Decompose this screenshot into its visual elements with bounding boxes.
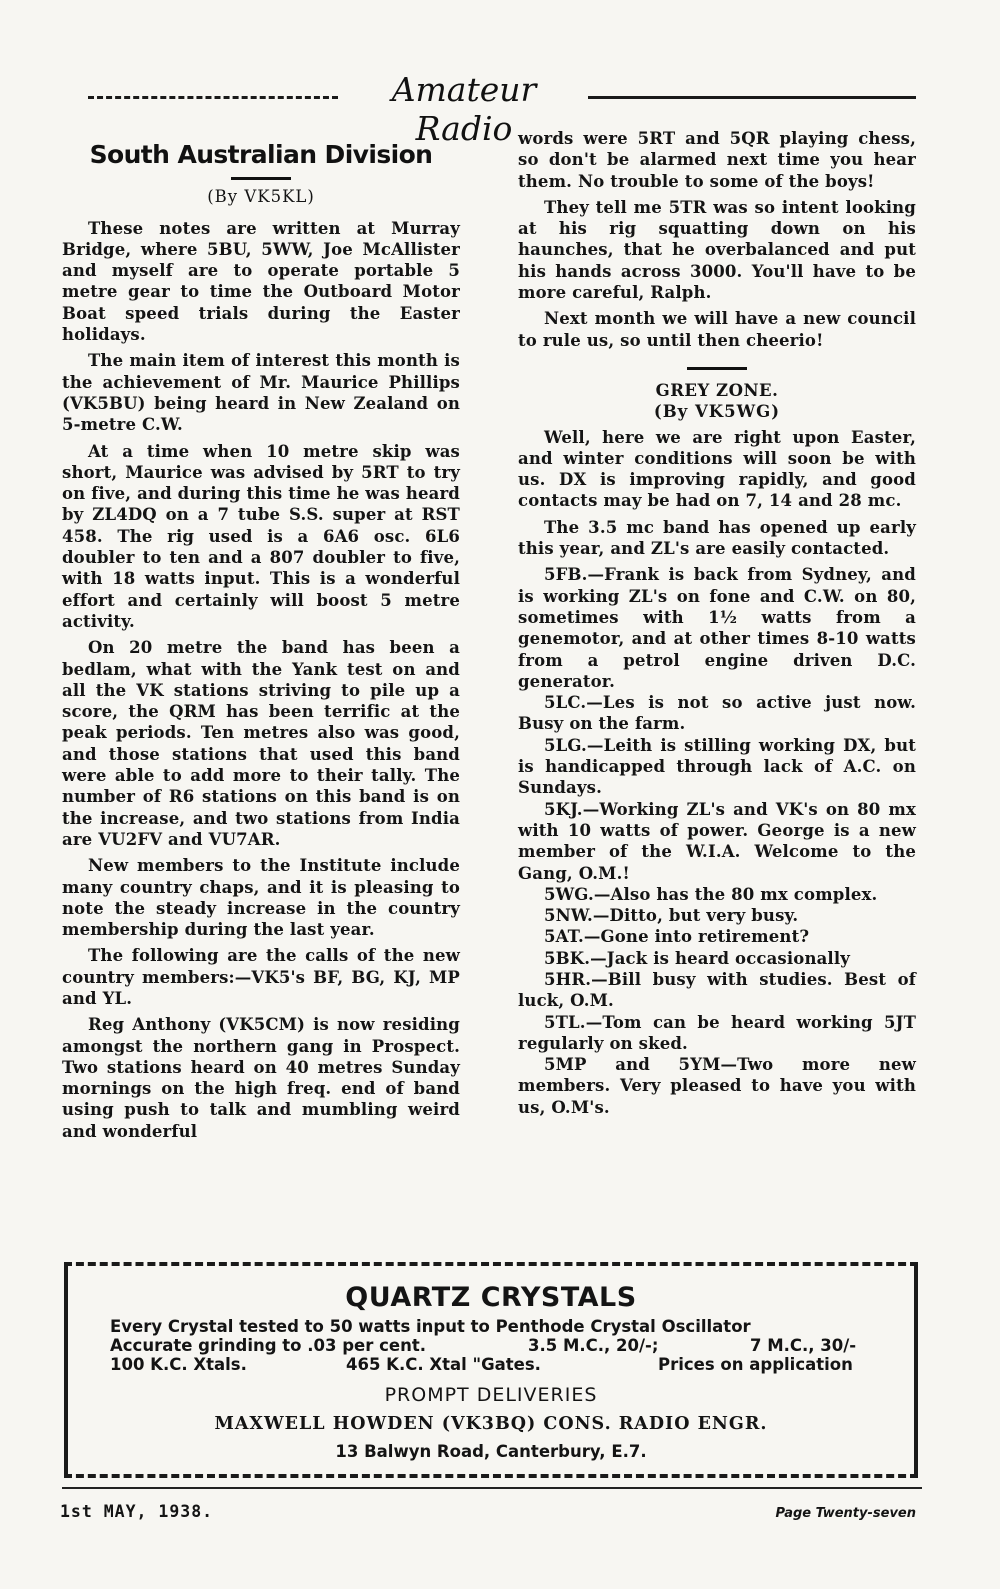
advert-line [110,1336,880,1355]
right-column [518,128,916,1118]
footer-rule [62,1487,922,1489]
article-paragraph: Reg Anthony (VK5CM) is now residing amongst the northern gang in Prospect. Two stations heard on 40 metres Sunday mornings on the high freq. end of band using push to talk and mumbling weird and wonderful [62,1015,460,1141]
station-note: 5KJ.—Working ZL's and VK's on 80 mx with 10 watts of power. George is a new member of the W.I.A. Welcome to the Gang, O.M.! [518,799,916,883]
heading-divider [231,177,291,180]
article-paragraph: Next month we will have a new council to rule us, so until then cheerio! [518,309,916,350]
advert-border-right [914,1266,918,1474]
station-note: 5FB.—Frank is back from Sydney, and is working ZL's on fone and C.W. on 80, sometimes with 1½ watts from a genemotor, and at other times 8-10 watts from a petrol engine driven D.C. generator. [518,565,916,691]
grey-zone-heading: GREY ZONE. [655,380,779,400]
footer-page-number: Page Twenty-seven [775,1506,916,1521]
grey-zone-paragraph: Well, here we are right upon Easter, and winter conditions will soon be with us. DX is improving rapidly, and good contacts may be had on 7, 14 and 28 mc. [518,427,916,511]
section-divider [687,367,747,370]
article-heading: South Australian Division [89,140,433,169]
grey-zone-paragraph: The 3.5 mc band has opened up early this year, and ZL's are easily contacted. [518,517,916,559]
article-paragraph: The following are the calls of the new country members:—VK5's BF, BG, KJ, MP and YL. [62,946,460,1008]
advert-text: 465 K.C. Xtal "Gates. [346,1355,541,1374]
advert-address: 13 Balwyn Road, Canterbury, E.7. [335,1442,647,1461]
station-note: 5LG.—Leith is stilling working DX, but is handicapped through lack of A.C. on Sundays. [518,735,916,798]
station-note: 5BK.—Jack is heard occasionally [544,948,851,968]
masthead-title: Amateur Radio [391,70,537,148]
advert-text: Every Crystal tested to 50 watts input to Penthode Crystal Oscillator [110,1317,751,1336]
masthead-rule-right [588,96,916,99]
article-paragraph: On 20 metre the band has been a bedlam, what with the Yank test on and all the VK stations striving to pile up a score, the QRM has been terrific at the peak periods. Ten metres also was good, and those stations that used this band were able to add more to their tally. The number of R6 stations on this band is on the increase, and two stations from India are VU2FV and VU7AR. [62,638,460,849]
masthead [88,68,916,148]
grey-zone-byline: (By VK5WG) [653,402,781,422]
station-note: 5NW.—Ditto, but very busy. [544,906,799,926]
advert-company: MAXWELL HOWDEN (VK3BQ) CONS. RADIO ENGR. [214,1414,768,1434]
article-paragraph: They tell me 5TR was so intent looking at his rig squatting down on his haunches, that he overbalanced and put his hands across 3000. You'll have to be more careful, Ralph. [518,197,916,303]
article-paragraph: At a time when 10 metre skip was short, Maurice was advised by 5RT to try on five, and during this time he was heard by ZL4DQ on a 7 tube S.S. super at RST 458. The rig used is a 6A6 osc. 6L6 doubler to ten and a 807 doubler to five, with 18 watts input. This is a wonderful effort and certainly will boost 5 metre activity. [62,441,460,631]
station-note: 5HR.—Bill busy with studies. Best of luck, O.M. [518,969,916,1011]
advert-text: 3.5 M.C., 20/-; [528,1336,659,1355]
article-paragraph: The main item of interest this month is the achievement of Mr. Maurice Phillips (VK5BU) being heard in New Zealand on 5-metre C.W. [62,351,460,435]
advert-text: Accurate grinding to .03 per cent. [110,1336,426,1355]
article-paragraph: New members to the Institute include many country chaps, and it is pleasing to note the steady increase in the country membership during the last year. [62,856,460,940]
advert-border-left [64,1266,68,1474]
article-byline: (By VK5KL) [207,187,315,207]
advert-line [110,1355,880,1374]
station-note: 5LC.—Les is not so active just now. Busy on the farm. [518,693,916,734]
article-paragraph: These notes are written at Murray Bridge, where 5BU, 5WW, Joe McAllister and myself are to operate portable 5 metre gear to time the Outboard Motor Boat speed trials during the Easter holidays. [62,218,460,345]
quartz-crystals-advert [64,1262,918,1478]
advert-text: 100 K.C. Xtals. [110,1355,247,1374]
left-column [62,128,460,1147]
advert-line [110,1317,880,1336]
masthead-rule-left [88,96,338,99]
article-continuation: words were 5RT and 5QR playing chess, so don't be alarmed next time you hear them. No trouble to some of the boys! [518,129,916,191]
advert-heading: QUARTZ CRYSTALS [345,1282,637,1313]
advert-text: Prices on application [658,1355,853,1374]
footer-date: 1st MAY, 1938. [60,1502,214,1521]
advert-text: 7 M.C., 30/- [750,1336,857,1355]
advert-prompt: PROMPT DELIVERIES [384,1384,598,1406]
station-note: 5TL.—Tom can be heard working 5JT regularly on sked. [518,1012,916,1053]
station-note: 5WG.—Also has the 80 mx complex. [544,884,878,904]
station-note: 5AT.—Gone into retirement? [544,927,810,947]
station-note: 5MP and 5YM—Two more new members. Very pleased to have you with us, O.M's. [518,1055,916,1117]
